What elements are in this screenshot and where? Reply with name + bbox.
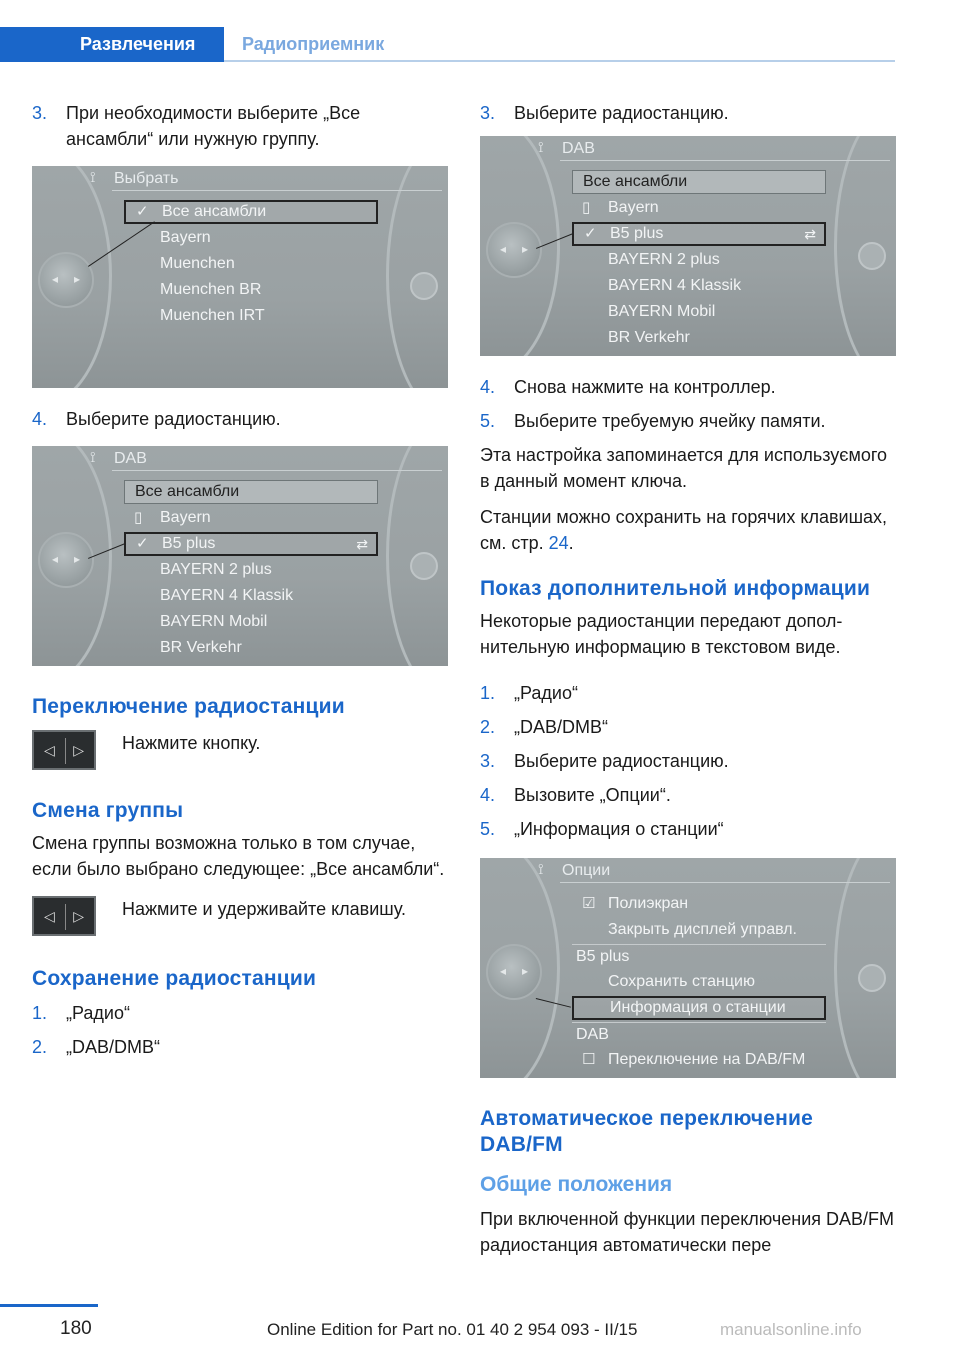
section-heading: Автоматическое переключение DAB/FM (480, 1107, 813, 1156)
button-instruction (32, 730, 448, 786)
page-header (0, 0, 895, 62)
checkmark-icon: ✓ (136, 203, 149, 220)
step-item (32, 406, 448, 432)
paragraph: Смена группы возможна только в том случае, если было выбрано следующее: „Все ансамбли“. (32, 833, 445, 879)
checkmark-icon: ✓ (136, 535, 149, 552)
instruction-text: Нажмите кнопку. (122, 733, 261, 753)
store-icon: ⇄ (356, 536, 368, 552)
step-item: 1. „Радио“ (480, 683, 578, 703)
tab-entertainment[interactable]: Развлечения (0, 27, 224, 62)
step-text: При необходимости выберите „Все ансамбли“ или нужную группу. (66, 103, 361, 149)
step-item: 4. Вызовите „Опции“. (480, 785, 671, 805)
checkbox-checked-icon: ☑ (582, 895, 596, 912)
option-group-label: B5 plus (572, 944, 826, 968)
menu-item[interactable]: BAYERN 4 Klassik (160, 587, 294, 604)
menu-item[interactable]: BR Verkehr (608, 329, 690, 346)
controller-knob-icon: ◂ ▸ (38, 532, 94, 588)
antenna-icon: ⟟ (538, 861, 544, 878)
menu-item[interactable]: Bayern (160, 229, 211, 246)
controller-knob-icon: ◂ ▸ (38, 252, 94, 308)
antenna-icon: ⟟ (90, 449, 96, 466)
step-item: 3. Выберите радиостанцию. (480, 751, 729, 771)
controller-knob-icon: ◂ ▸ (486, 222, 542, 278)
section-heading: Показ дополнительной информации (480, 577, 871, 600)
option-store-station[interactable]: Сохранить станцию (608, 973, 755, 990)
step-item: 1. „Радио“ (32, 1003, 130, 1023)
menu-item[interactable]: ▯ Bayern (572, 196, 826, 220)
antenna-icon: ⟟ (90, 169, 96, 186)
menu-item-selected[interactable]: ✓ B5 plus ⇄ (124, 532, 378, 556)
section-heading: Сохранение радиостанции (32, 967, 317, 990)
menu-item-all-ensembles[interactable]: Все ансамбли (124, 480, 378, 504)
page-link[interactable]: 24 (548, 533, 569, 553)
paragraph: Станции можно сохранить на горячих клавишах, см. стр. 24. (480, 507, 888, 553)
menu-item-selected[interactable]: ✓ B5 plus ⇄ (572, 222, 826, 246)
menu-item[interactable]: BAYERN Mobil (160, 613, 268, 630)
step-item: 5. „Информация о станции“ (480, 819, 724, 839)
menu-item[interactable]: BR Verkehr (160, 639, 242, 656)
menu-item-all-ensembles[interactable]: Все ансамбли (572, 170, 826, 194)
page-number: 180 (60, 1318, 92, 1339)
screen-title: Опции (562, 862, 611, 879)
idrive-screen-options (480, 858, 896, 1078)
right-knob-icon (410, 552, 438, 580)
controller-knob-icon: ◂ ▸ (486, 944, 542, 1000)
screen-title: Выбрать (114, 170, 179, 187)
menu-item[interactable]: BAYERN Mobil (608, 303, 716, 320)
right-knob-icon (410, 272, 438, 300)
antenna-icon: ⟟ (538, 139, 544, 156)
step-item: 5. Выберите требуемую ячейку памяти. (480, 411, 826, 431)
option-split-screen[interactable]: ☑ Полиэкран (572, 892, 826, 916)
edition-text: Online Edition for Part no. 01 40 2 954 093 - II/15 (267, 1320, 638, 1339)
instruction-text: Нажмите и удерживайте клавишу. (122, 899, 406, 919)
button-instruction (32, 896, 448, 952)
paragraph: При включенной функции переключения DAB/FM радиостанция автоматически пере (480, 1209, 895, 1255)
menu-item[interactable]: Muenchen (160, 255, 235, 272)
watermark: manualsonline.info (720, 1320, 862, 1339)
page-number-bar (0, 1304, 98, 1307)
step-number: 3. (32, 103, 48, 123)
step-item: 2. „DAB/DMB“ (480, 717, 608, 737)
checkbox-empty-icon: ☐ (582, 1051, 596, 1068)
menu-item[interactable]: Muenchen BR (160, 281, 262, 298)
menu-item-selected[interactable]: ✓ Все ансамбли (124, 200, 378, 224)
step-item: 2. „DAB/DMB“ (32, 1037, 160, 1057)
tab-radio[interactable]: Радиоприемник (242, 34, 385, 54)
store-icon: ⇄ (804, 226, 816, 242)
option-group-label: DAB (572, 1022, 826, 1046)
memory-icon: ▯ (582, 199, 591, 216)
paragraph: Некоторые радиостанции передают дополнительную информацию в текстовом виде. (480, 611, 843, 657)
seek-buttons-icon: ◁ ▷ (32, 730, 96, 770)
menu-item[interactable]: ▯ Bayern (124, 506, 378, 530)
idrive-screen-dab (480, 136, 896, 356)
idrive-screen-select (32, 166, 448, 388)
menu-item[interactable]: BAYERN 2 plus (608, 251, 720, 268)
idrive-screen-dab (32, 446, 448, 666)
right-knob-icon (858, 964, 886, 992)
step-item: 3. Выберите радиостанцию. (480, 103, 729, 123)
screen-title: DAB (562, 140, 595, 157)
checkmark-icon: ✓ (584, 225, 597, 242)
option-close-display[interactable]: Закрыть дисплей управл. (608, 921, 797, 938)
subsection-heading: Общие положения (480, 1173, 673, 1196)
paragraph: Эта настройка запоминается для используємого в данный момент ключа. (480, 445, 888, 491)
step-text: Выберите радиостанцию. (66, 409, 281, 429)
option-switch-dab-fm[interactable]: ☐ Переключение на DAB/FM (572, 1048, 826, 1072)
seek-buttons-icon: ◁ ▷ (32, 896, 96, 936)
step-item: 4. Снова нажмите на контроллер. (480, 377, 776, 397)
menu-item[interactable]: Muenchen IRT (160, 307, 265, 324)
section-heading: Переключение радиостанции (32, 695, 345, 718)
menu-item[interactable]: BAYERN 4 Klassik (608, 277, 742, 294)
screen-title: DAB (114, 450, 147, 467)
right-knob-icon (858, 242, 886, 270)
left-column (32, 100, 448, 1068)
menu-item[interactable]: BAYERN 2 plus (160, 561, 272, 578)
step-number: 4. (32, 409, 48, 429)
right-column (480, 100, 896, 1268)
section-heading: Смена группы (32, 799, 184, 822)
option-station-info[interactable]: Информация о станции (572, 996, 826, 1020)
step-item (32, 100, 448, 152)
memory-icon: ▯ (134, 509, 143, 526)
